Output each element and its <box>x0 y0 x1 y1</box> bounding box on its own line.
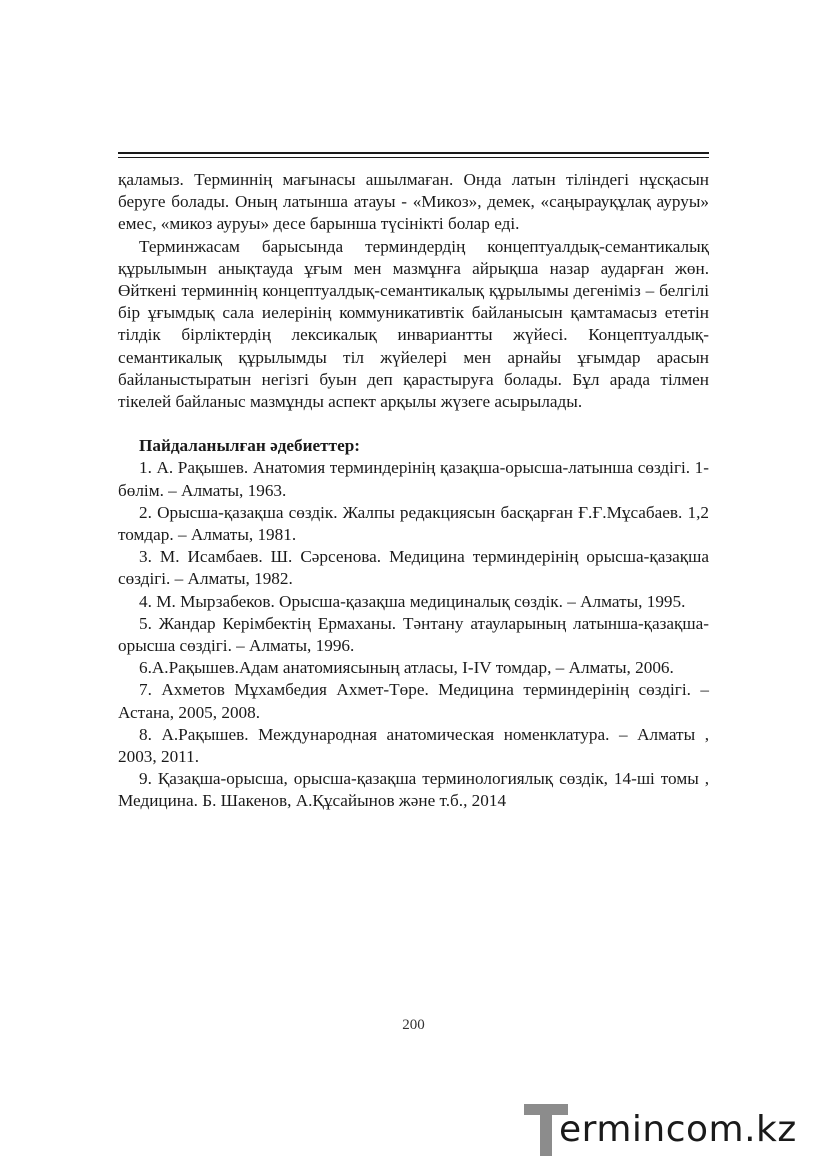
reference-item: 2. Орысша-қазақша сөздік. Жалпы редакциясын басқарған Ғ.Ғ.Мұсабаев. 1,2 томдар. – Алматы, 1981. <box>118 502 709 545</box>
body-paragraph-2: Терминжасам барысында терминдердің концептуалдық-семантикалық құрылымын анықтауда ұғым мен мазмұнға айрықша назар аударған жөн. Өйткені терминнің концептуалдық-семантикалық құрылымы дегеніміз – белгілі бір ұғымдық сала иелерінің коммуникативтік байланысын қамтамасыз ететін тілдік бірліктердің лексикалық инвариантты жүйесі. Концептуалдық-семантикалық құрылымды тіл жүйелері мен арнайы ұғымдар арасын байланыстыратын негізгі буын деп қарастыруға болады. Бұл арада тілмен тікелей байланыс мазмұнды аспект арқылы жүзеге асырылады. <box>118 236 709 412</box>
reference-item: 1. А. Рақышев. Анатомия терминдерінің қазақша-орысша-латынша сөздігі. 1- бөлім. – Алматы, 1963. <box>118 458 709 500</box>
header-rule-thick <box>118 152 709 154</box>
page-number: 200 <box>402 1017 425 1033</box>
references-list <box>118 457 709 812</box>
reference-item: 9. Қазақша-орысша, орысша-қазақша терминологиялық сөздік, 14-ші томы , Медицина. Б. Шакенов, А.Құсайынов және т.б., 2014 <box>118 769 709 811</box>
body-paragraph-1: қаламыз. Терминнің мағынасы ашылмаған. Онда латын тіліндегі нұсқасын беруге болады. Оның латынша атауы - «Микоз», демек, «саңырауқұлақ ауруы» емес, «микоз ауруы» десе барынша түсінікті болар еді. <box>118 170 709 234</box>
reference-item: 8. А.Рақышев. Международная анатомическая номенклатура. – Алматы , 2003, 2011. <box>118 724 709 767</box>
header-rule-thin <box>118 157 709 158</box>
termincom-logo[interactable] <box>524 1100 814 1160</box>
reference-item: 6.А.Рақышев.Адам анатомиясының атласы, I-IV томдар, – Алматы, 2006. <box>139 658 674 678</box>
reference-item: 3. М. Исамбаев. Ш. Сәрсенова. Медицина терминдерінің орысша-қазақша сөздігі. – Алматы, 1982. <box>118 547 709 589</box>
reference-item: 4. М. Мырзабеков. Орысша-қазақша медициналық сөздік. – Алматы, 1995. <box>139 591 686 611</box>
page-body <box>118 169 709 813</box>
logo-t-letter-stem <box>540 1104 552 1156</box>
reference-item: 5. Жандар Керімбектің Ермаханы. Тәнтану атауларының латынша-қазақша-орысша сөздігі. – Алматы, 1996. <box>118 613 709 656</box>
reference-item: 7. Ахметов Мұхамбедия Ахмет-Төре. Медицина терминдерінің сөздігі. – Астана, 2005, 2008. <box>118 680 709 722</box>
references-title: Пайдаланылған әдебиеттер: <box>139 436 360 456</box>
logo-text: ermincom.kz <box>559 1109 797 1150</box>
